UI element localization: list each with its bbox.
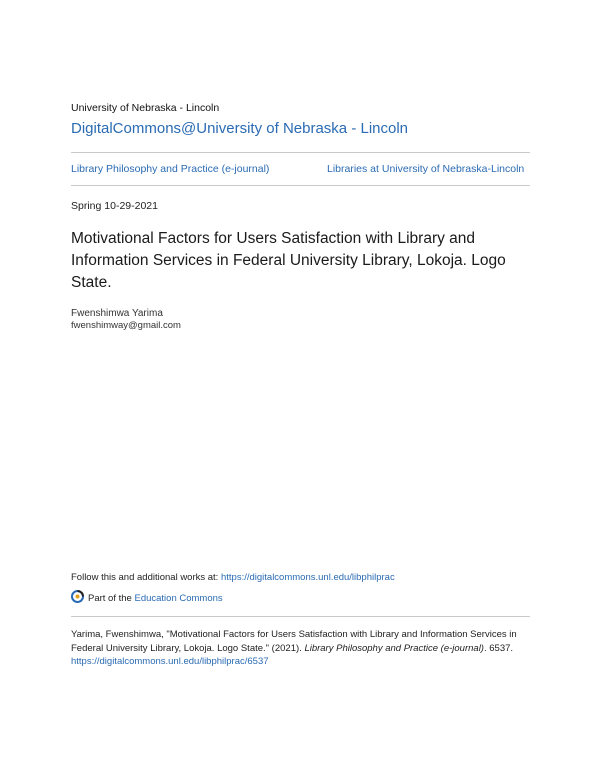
author-name: Fwenshimwa Yarima: [71, 308, 163, 319]
follow-url-link[interactable]: https://digitalcommons.unl.edu/libphilprac: [220, 572, 395, 583]
citation-url-link[interactable]: https://digitalcommons.unl.edu/libphilprac/6537: [71, 656, 269, 667]
citation-text: Yarima, Fwenshimwa, "Motivational Factors for Users Satisfaction with Library and Information Services in Federal University Library, Lokoja. Logo State." (2021).: [71, 629, 517, 654]
divider-bottom: [71, 616, 530, 617]
article-title: Motivational Factors for Users Satisfaction with Library and Information Services in Federal University Library, Lokoja. Logo State.: [71, 230, 506, 291]
part-of-line: [71, 590, 223, 606]
follow-label: Follow this and additional works at:: [71, 572, 221, 583]
citation-journal: Library Philosophy and Practice (e-journal): [304, 642, 484, 654]
divider-nav: [71, 185, 530, 186]
author-email: fwenshimway@gmail.com: [71, 320, 181, 331]
citation-number: . 6537.: [483, 642, 514, 654]
follow-line: [71, 572, 395, 583]
divider-top: [71, 152, 530, 153]
libraries-link[interactable]: Libraries at University of Nebraska-Lincoln: [327, 163, 525, 175]
institution-name: University of Nebraska - Lincoln: [71, 102, 220, 114]
education-commons-link[interactable]: Education Commons: [134, 592, 223, 604]
part-of-label: Part of the: [88, 592, 135, 604]
repository-link[interactable]: DigitalCommons@University of Nebraska - Lincoln: [71, 120, 409, 137]
commons-network-icon: [71, 590, 84, 606]
journal-link[interactable]: Library Philosophy and Practice (e-journal): [71, 163, 270, 175]
citation-block: [71, 628, 531, 669]
publication-date: Spring 10-29-2021: [71, 200, 158, 212]
